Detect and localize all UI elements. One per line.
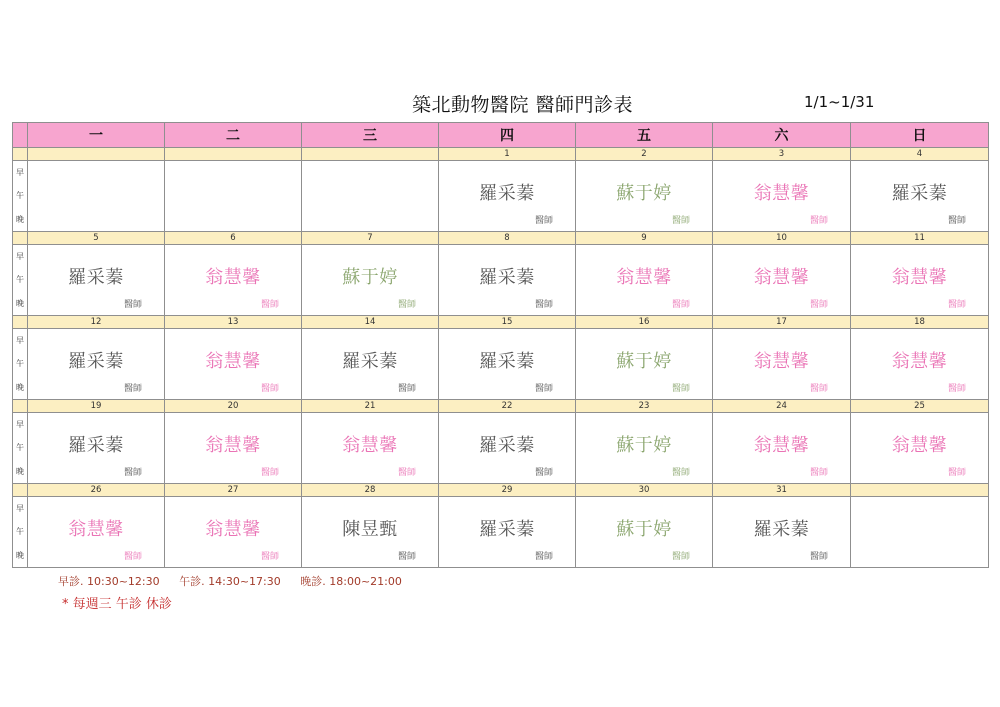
doctor-role: 醫師	[260, 300, 279, 310]
doctor-role: 醫師	[947, 468, 966, 478]
doctor-name: 蘇于婷	[616, 183, 672, 204]
day-cell	[28, 329, 165, 400]
day-cell	[713, 497, 851, 568]
doctor-role: 醫師	[534, 216, 553, 226]
doctor-role: 醫師	[809, 216, 828, 226]
session-labels	[13, 161, 28, 232]
weekday-wed: 三	[302, 123, 439, 148]
doctor-role: 醫師	[809, 384, 828, 394]
doctor-name: 翁慧馨	[205, 435, 261, 456]
weekday-fri: 五	[576, 123, 713, 148]
doctor-role: 醫師	[671, 552, 690, 562]
doctor-role: 醫師	[671, 216, 690, 226]
date-number: 28	[302, 484, 439, 497]
doctor-name: 羅采蓁	[479, 351, 535, 372]
day-cell	[302, 329, 439, 400]
doctor-role: 醫師	[947, 300, 966, 310]
closure-note: * 每週三 午診 休診	[62, 597, 172, 612]
doctor-role: 醫師	[809, 468, 828, 478]
doctor-name: 羅采蓁	[68, 435, 124, 456]
date-number: 31	[713, 484, 851, 497]
date-number: 25	[851, 400, 989, 413]
doctor-name: 蘇于婷	[616, 519, 672, 540]
weekday-tue: 二	[165, 123, 302, 148]
week-row	[13, 161, 989, 232]
date-row-side	[13, 316, 28, 329]
doctor-role: 醫師	[671, 384, 690, 394]
date-row-side	[13, 232, 28, 245]
date-row-side	[13, 400, 28, 413]
doctor-name: 翁慧馨	[342, 435, 398, 456]
week-row	[13, 413, 989, 484]
date-range: 1/1~1/31	[804, 93, 875, 111]
session-label: 早	[16, 168, 24, 177]
doctor-role: 醫師	[534, 300, 553, 310]
doctor-role: 醫師	[260, 468, 279, 478]
afternoon-hours: 午診. 14:30~17:30	[179, 575, 281, 588]
doctor-role: 醫師	[123, 300, 142, 310]
doctor-role: 醫師	[947, 384, 966, 394]
doctor-name: 翁慧馨	[205, 267, 261, 288]
doctor-name: 羅采蓁	[753, 519, 810, 540]
weekday-sun: 日	[851, 123, 989, 148]
date-number: 30	[576, 484, 713, 497]
date-number: 4	[851, 148, 989, 161]
weekday-header-row	[13, 123, 989, 148]
date-number: 12	[28, 316, 165, 329]
doctor-name: 翁慧馨	[753, 183, 810, 204]
date-number: 27	[165, 484, 302, 497]
date-row	[13, 232, 989, 245]
week-row	[13, 497, 989, 568]
date-row	[13, 400, 989, 413]
session-label: 晚	[16, 466, 24, 476]
doctor-role: 醫師	[397, 384, 416, 394]
doctor-name: 羅采蓁	[479, 267, 535, 288]
doctor-name: 翁慧馨	[891, 435, 948, 456]
session-label: 午	[16, 275, 24, 285]
doctor-role: 醫師	[671, 468, 690, 478]
day-cell	[165, 161, 302, 232]
session-labels	[13, 497, 28, 568]
date-number: 7	[302, 232, 439, 245]
clinic-hours	[58, 573, 418, 589]
session-label: 午	[16, 443, 24, 453]
doctor-name: 蘇于婷	[342, 267, 398, 288]
evening-hours: 晚診. 18:00~21:00	[300, 575, 402, 588]
date-number: 19	[28, 400, 165, 413]
week-row	[13, 329, 989, 400]
corner-cell	[13, 123, 28, 148]
doctor-role: 醫師	[671, 300, 690, 310]
date-number: 22	[439, 400, 576, 413]
session-labels	[13, 245, 28, 316]
doctor-role: 醫師	[123, 384, 142, 394]
doctor-role: 醫師	[397, 552, 416, 562]
doctor-name: 翁慧馨	[68, 519, 124, 540]
date-number: 11	[851, 232, 989, 245]
doctor-name: 翁慧馨	[891, 267, 948, 288]
doctor-name: 蘇于婷	[616, 351, 672, 372]
date-number: 21	[302, 400, 439, 413]
doctor-name: 翁慧馨	[753, 435, 810, 456]
date-number: 24	[713, 400, 851, 413]
session-label: 早	[16, 420, 24, 429]
session-label: 晚	[16, 550, 24, 560]
date-number: 5	[28, 232, 165, 245]
date-number: 13	[165, 316, 302, 329]
doctor-role: 醫師	[809, 552, 828, 562]
doctor-role: 醫師	[947, 216, 966, 226]
date-number: 26	[28, 484, 165, 497]
doctor-role: 醫師	[123, 468, 142, 478]
day-cell	[28, 161, 165, 232]
date-number: 3	[713, 148, 851, 161]
doctor-role: 醫師	[397, 468, 416, 478]
doctor-role: 醫師	[809, 300, 828, 310]
session-label: 晚	[16, 214, 24, 224]
date-number: 2	[576, 148, 713, 161]
day-cell	[28, 497, 165, 568]
date-row	[13, 484, 989, 497]
day-cell	[165, 413, 302, 484]
doctor-name: 羅采蓁	[479, 519, 535, 540]
day-cell	[28, 413, 165, 484]
day-cell	[439, 497, 576, 568]
date-row	[13, 316, 989, 329]
session-label: 午	[16, 191, 24, 201]
session-label: 早	[16, 336, 24, 345]
date-number: 18	[851, 316, 989, 329]
date-number	[28, 148, 165, 161]
doctor-name: 羅采蓁	[68, 267, 124, 288]
date-number: 8	[439, 232, 576, 245]
session-label: 早	[16, 252, 24, 261]
doctor-name: 翁慧馨	[616, 267, 672, 288]
doctor-name: 翁慧馨	[753, 267, 810, 288]
day-cell	[439, 329, 576, 400]
day-cell	[851, 497, 989, 568]
date-number: 1	[439, 148, 576, 161]
doctor-name: 翁慧馨	[205, 519, 261, 540]
doctor-role: 醫師	[397, 300, 416, 310]
day-cell	[439, 161, 576, 232]
session-label: 早	[16, 504, 24, 513]
day-cell	[165, 329, 302, 400]
day-cell	[713, 161, 851, 232]
doctor-name: 羅采蓁	[342, 351, 398, 372]
date-number	[165, 148, 302, 161]
doctor-name: 翁慧馨	[205, 351, 261, 372]
doctor-role: 醫師	[534, 552, 553, 562]
schedule-table	[12, 122, 989, 568]
date-number: 9	[576, 232, 713, 245]
day-cell	[576, 497, 713, 568]
date-number: 20	[165, 400, 302, 413]
date-number: 6	[165, 232, 302, 245]
day-cell	[576, 413, 713, 484]
day-cell	[302, 245, 439, 316]
morning-hours: 早診. 10:30~12:30	[58, 575, 160, 588]
day-cell	[576, 161, 713, 232]
doctor-name: 翁慧馨	[753, 351, 810, 372]
day-cell	[576, 329, 713, 400]
weeks-body	[13, 148, 989, 568]
doctor-name: 羅采蓁	[479, 183, 535, 204]
doctor-role: 醫師	[123, 552, 142, 562]
doctor-name: 陳昱甄	[342, 519, 398, 540]
day-cell	[439, 245, 576, 316]
day-cell	[851, 329, 989, 400]
session-labels	[13, 413, 28, 484]
date-number: 10	[713, 232, 851, 245]
session-labels	[13, 329, 28, 400]
date-row-side	[13, 484, 28, 497]
day-cell	[713, 329, 851, 400]
weekday-sat: 六	[713, 123, 851, 148]
page-title: 築北動物醫院 醫師門診表	[412, 94, 634, 116]
day-cell	[851, 161, 989, 232]
date-number: 16	[576, 316, 713, 329]
date-number	[851, 484, 989, 497]
day-cell	[302, 413, 439, 484]
date-number: 17	[713, 316, 851, 329]
doctor-role: 醫師	[260, 384, 279, 394]
date-row	[13, 148, 989, 161]
doctor-role: 醫師	[534, 468, 553, 478]
doctor-name: 羅采蓁	[891, 183, 948, 204]
date-number: 14	[302, 316, 439, 329]
day-cell	[302, 497, 439, 568]
session-label: 午	[16, 527, 24, 537]
day-cell	[165, 245, 302, 316]
day-cell	[713, 413, 851, 484]
day-cell	[302, 161, 439, 232]
date-row-side	[13, 148, 28, 161]
date-number	[302, 148, 439, 161]
date-number: 23	[576, 400, 713, 413]
weekday-thu: 四	[439, 123, 576, 148]
day-cell	[28, 245, 165, 316]
week-row	[13, 245, 989, 316]
doctor-name: 羅采蓁	[68, 351, 124, 372]
session-label: 午	[16, 359, 24, 369]
day-cell	[165, 497, 302, 568]
doctor-name: 翁慧馨	[891, 351, 948, 372]
doctor-name: 蘇于婷	[616, 435, 672, 456]
day-cell	[439, 413, 576, 484]
day-cell	[851, 413, 989, 484]
day-cell	[713, 245, 851, 316]
weekday-mon: 一	[28, 123, 165, 148]
day-cell	[851, 245, 989, 316]
date-number: 15	[439, 316, 576, 329]
session-label: 晚	[16, 298, 24, 308]
date-number: 29	[439, 484, 576, 497]
session-label: 晚	[16, 382, 24, 392]
doctor-name: 羅采蓁	[479, 435, 535, 456]
doctor-role: 醫師	[534, 384, 553, 394]
day-cell	[576, 245, 713, 316]
doctor-role: 醫師	[260, 552, 279, 562]
